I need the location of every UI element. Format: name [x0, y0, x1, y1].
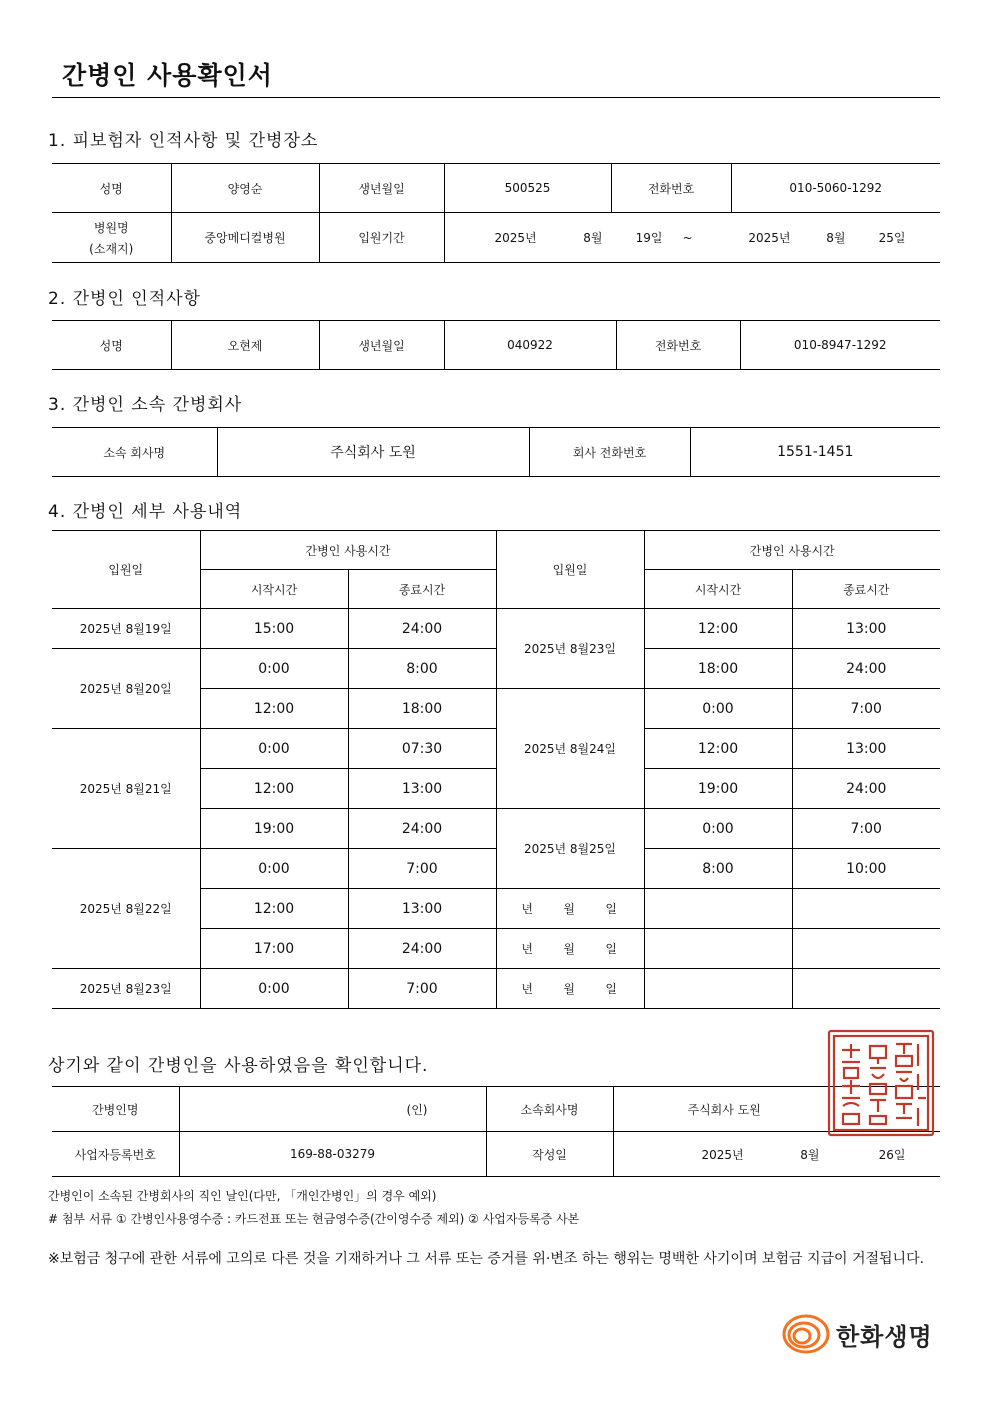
- left-usage-start-time: 0:00: [200, 849, 348, 889]
- caregiver-table: [52, 320, 940, 370]
- right-usage-end-time: 24:00: [792, 649, 940, 689]
- right-usage-start-time: [644, 929, 792, 969]
- left-usage-start-time: 0:00: [200, 729, 348, 769]
- blank-date-m: 월: [563, 942, 575, 956]
- left-usage-start-time: 19:00: [200, 809, 348, 849]
- company-table: [52, 427, 940, 477]
- right-usage-date: [496, 889, 644, 929]
- section-3-heading: 3. 간병인 소속 간병회사: [48, 395, 243, 415]
- left-usage-date: 2025년 8월22일: [52, 849, 200, 969]
- left-usage-start-time: 15:00: [200, 609, 348, 649]
- bizno-label: 사업자등록번호: [52, 1132, 179, 1177]
- right-usage-date: [496, 929, 644, 969]
- insured-phone-label: 전화번호: [611, 164, 731, 213]
- blank-date-d: 일: [605, 982, 617, 996]
- caregiver-sign-label: 간병인명: [52, 1087, 179, 1132]
- hanwha-life-logo: [780, 1309, 940, 1357]
- left-end-header: 종료시간: [348, 570, 496, 609]
- right-start-header: 시작시간: [644, 570, 792, 609]
- section-2-heading: 2. 간병인 인적사항: [48, 289, 201, 309]
- company-phone: 1551-1451: [690, 428, 940, 477]
- hanwha-symbol-icon: [780, 1309, 834, 1357]
- confirm-text: 상기와 같이 간병인을 사용하였음을 확인합니다.: [48, 1056, 429, 1076]
- left-usage-start-time: 17:00: [200, 929, 348, 969]
- right-usage-start-time: 19:00: [644, 769, 792, 809]
- left-usage-end-time: 13:00: [348, 769, 496, 809]
- caregiver-phone: 010-8947-1292: [740, 321, 940, 370]
- to-year: 2025년: [748, 231, 791, 245]
- right-usage-start-time: [644, 889, 792, 929]
- company-phone-label: 회사 전화번호: [529, 428, 690, 477]
- insured-birth-label: 생년월일: [319, 164, 444, 213]
- left-usage-date: 2025년 8월21일: [52, 729, 200, 849]
- right-usage-end-time: 13:00: [792, 729, 940, 769]
- sign-year: 2025년: [701, 1147, 744, 1162]
- hospital-label-cell: [52, 213, 171, 263]
- usage-row: [52, 609, 940, 649]
- left-usage-end-time: 7:00: [348, 969, 496, 1009]
- insured-birth: 500525: [444, 164, 611, 213]
- left-usage-end-time: 24:00: [348, 609, 496, 649]
- sign-company-label: 소속회사명: [486, 1087, 613, 1132]
- right-usage-end-time: [792, 929, 940, 969]
- right-usage-end-time: [792, 969, 940, 1009]
- right-usage-date: 2025년 8월25일: [496, 809, 644, 889]
- from-day: 19일: [635, 231, 663, 245]
- usage-row: [52, 969, 940, 1009]
- right-time-header: 간병인 사용시간: [644, 531, 940, 570]
- blank-date-y: 년: [521, 942, 533, 956]
- right-date-header: 입원일: [496, 531, 644, 609]
- right-usage-start-time: 0:00: [644, 809, 792, 849]
- bizno: 169-88-03279: [179, 1132, 486, 1177]
- left-usage-date: 2025년 8월19일: [52, 609, 200, 649]
- title-divider: [52, 97, 940, 98]
- right-usage-end-time: 7:00: [792, 809, 940, 849]
- left-usage-start-time: 12:00: [200, 769, 348, 809]
- left-usage-date: 2025년 8월20일: [52, 649, 200, 729]
- left-usage-start-time: 0:00: [200, 649, 348, 689]
- company-name: 주식회사 도원: [217, 428, 529, 477]
- left-usage-start-time: 0:00: [200, 969, 348, 1009]
- right-usage-start-time: 12:00: [644, 609, 792, 649]
- logo-text: 한화생명: [836, 1323, 933, 1351]
- right-usage-date: [496, 969, 644, 1009]
- right-usage-start-time: 0:00: [644, 689, 792, 729]
- right-end-header: 종료시간: [792, 570, 940, 609]
- blank-date-y: 년: [521, 902, 533, 916]
- insured-name: 양영순: [171, 164, 319, 213]
- right-usage-end-time: 24:00: [792, 769, 940, 809]
- blank-date-y: 년: [521, 982, 533, 996]
- insured-table: [52, 163, 940, 263]
- left-usage-start-time: 12:00: [200, 889, 348, 929]
- from-year: 2025년: [494, 231, 537, 245]
- blank-date-d: 일: [605, 902, 617, 916]
- hospital-label: 병원명: [93, 220, 129, 235]
- tilde: ~: [682, 231, 693, 245]
- left-usage-end-time: 8:00: [348, 649, 496, 689]
- written-date: [613, 1132, 940, 1177]
- sign-company: 주식회사 도원: [613, 1087, 940, 1132]
- right-usage-end-time: [792, 889, 940, 929]
- blank-date-m: 월: [563, 902, 575, 916]
- sign-day: 26일: [878, 1147, 906, 1162]
- left-usage-end-time: 24:00: [348, 929, 496, 969]
- usage-table: [52, 530, 940, 1009]
- note-seal: 간병인이 소속된 간병회사의 직인 날인(다만, 「개인간병인」의 경우 예외): [48, 1189, 437, 1203]
- right-usage-start-time: [644, 969, 792, 1009]
- blank-date-m: 월: [563, 982, 575, 996]
- left-usage-end-time: 24:00: [348, 809, 496, 849]
- caregiver-phone-label: 전화번호: [616, 321, 740, 370]
- insured-phone: 010-5060-1292: [731, 164, 940, 213]
- period-label: 입원기간: [319, 213, 444, 263]
- left-start-header: 시작시간: [200, 570, 348, 609]
- to-month: 8월: [826, 231, 846, 245]
- left-usage-end-time: 18:00: [348, 689, 496, 729]
- page-title: 간병인 사용확인서: [62, 61, 273, 90]
- company-seal-stamp: [826, 1028, 936, 1138]
- insured-name-label: 성명: [52, 164, 171, 213]
- sign-table: [52, 1086, 940, 1177]
- left-usage-date: 2025년 8월23일: [52, 969, 200, 1009]
- sign-month: 8월: [800, 1147, 820, 1162]
- date-label: 작성일: [486, 1132, 613, 1177]
- left-usage-end-time: 13:00: [348, 889, 496, 929]
- caregiver-name: 오현제: [171, 321, 319, 370]
- right-usage-start-time: 12:00: [644, 729, 792, 769]
- hospital-name: 중앙메디컬병원: [171, 213, 319, 263]
- note-attachments: # 첨부 서류 ① 간병인사용영수증 : 카드전표 또는 현금영수증(간이영수증 제외) ② 사업자등록증 사본: [48, 1212, 580, 1226]
- right-usage-date: 2025년 8월24일: [496, 689, 644, 809]
- fraud-warning: ※보험금 청구에 관한 서류에 고의로 다른 것을 기재하거나 그 서류 또는 증거를 위·변조 하는 행위는 명백한 사기이며 보험금 지급이 거절됩니다.: [48, 1251, 925, 1267]
- left-time-header: 간병인 사용시간: [200, 531, 496, 570]
- section-4-heading: 4. 간병인 세부 사용내역: [48, 502, 243, 522]
- right-usage-end-time: 7:00: [792, 689, 940, 729]
- right-usage-date: 2025년 8월23일: [496, 609, 644, 689]
- left-usage-end-time: 7:00: [348, 849, 496, 889]
- caregiver-birth: 040922: [444, 321, 616, 370]
- right-usage-start-time: 8:00: [644, 849, 792, 889]
- right-usage-start-time: 18:00: [644, 649, 792, 689]
- from-month: 8월: [583, 231, 603, 245]
- blank-date-d: 일: [605, 942, 617, 956]
- caregiver-name-label: 성명: [52, 321, 171, 370]
- to-day: 25일: [878, 231, 906, 245]
- company-name-label: 소속 회사명: [52, 428, 217, 477]
- left-usage-end-time: 07:30: [348, 729, 496, 769]
- admission-period: [444, 213, 940, 263]
- right-usage-end-time: 13:00: [792, 609, 940, 649]
- section-1-heading: 1. 피보험자 인적사항 및 간병장소: [48, 131, 319, 151]
- right-usage-end-time: 10:00: [792, 849, 940, 889]
- caregiver-seal-mark: (인): [179, 1087, 486, 1132]
- left-usage-start-time: 12:00: [200, 689, 348, 729]
- caregiver-birth-label: 생년월일: [319, 321, 444, 370]
- hospital-sub-label: (소재지): [89, 241, 134, 256]
- left-date-header: 입원일: [52, 531, 200, 609]
